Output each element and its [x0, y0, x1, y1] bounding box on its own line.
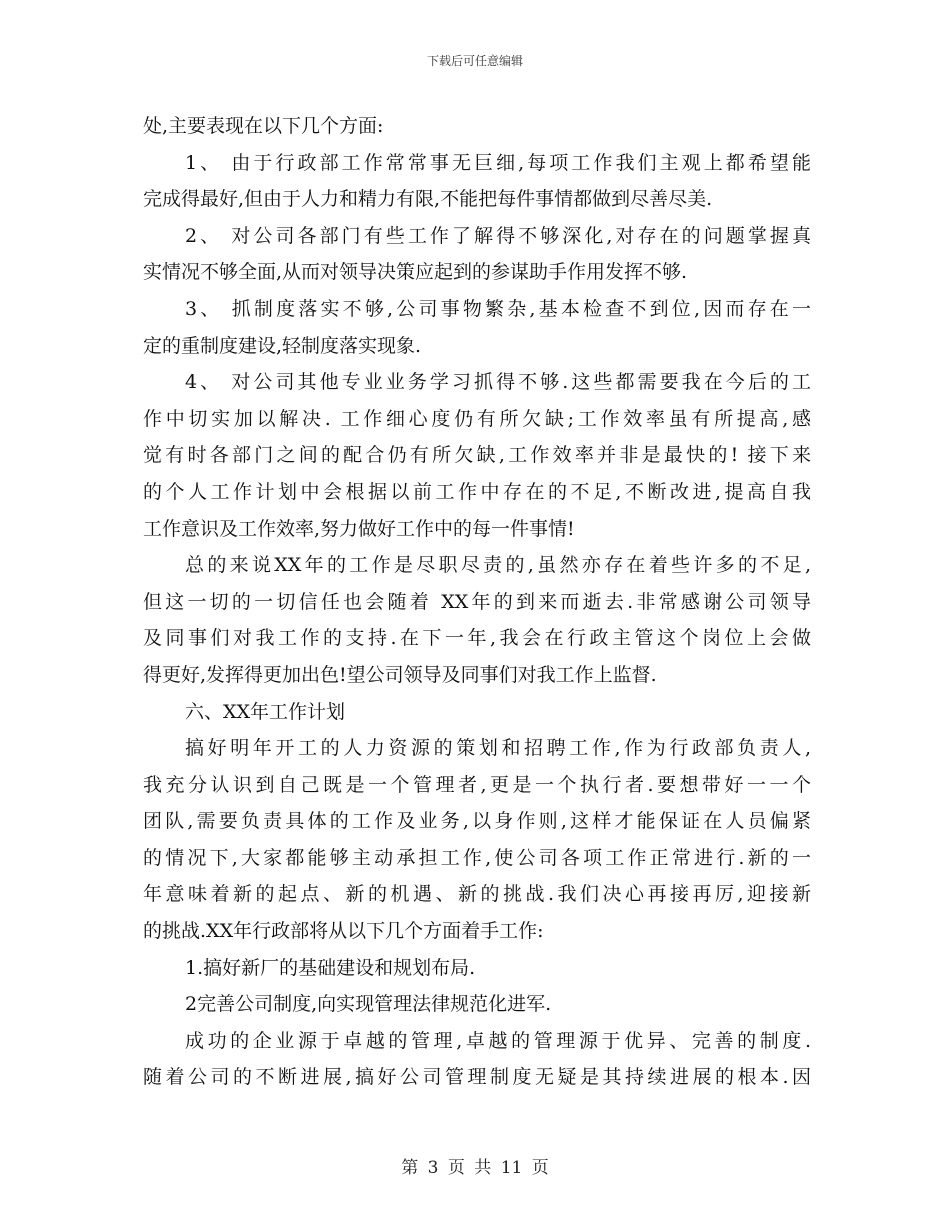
page-footer-page-number: 第 3 页 共 11 页 — [401, 1158, 549, 1178]
text-line: 六、XX年工作计划 — [185, 700, 346, 723]
text-line: 搞好明年开工的人力资源的策划和招聘工作,作为行政部负责人, — [185, 737, 811, 760]
text-line: 的挑战.XX年行政部将从以下几个方面着手工作: — [143, 920, 544, 943]
text-line: 的情况下,大家都能够主动承担工作,使公司各项工作正常进行.新的一 — [143, 846, 811, 869]
text-line: 1.搞好新厂的基础建设和规划布局. — [185, 956, 476, 979]
text-line: 1、 由于行政部工作常常事无巨细,每项工作我们主观上都希望能 — [185, 151, 811, 174]
document-body — [143, 108, 811, 1096]
text-line: 成功的企业源于卓越的管理,卓越的管理源于优异、完善的制度. — [185, 1029, 811, 1052]
text-line: 处,主要表现在以下几个方面: — [143, 115, 384, 137]
text-line: 团队,需要负责具体的工作及业务,以身作则,这样才能保证在人员偏紧 — [143, 810, 811, 833]
text-line: 定的重制度建设,轻制度落实现象. — [143, 334, 422, 357]
text-line: 实情况不够全面,从而对领导决策应起到的参谋助手作用发挥不够. — [143, 261, 688, 284]
text-line: 3、 抓制度落实不够,公司事物繁杂,基本检查不到位,因而存在一 — [185, 297, 811, 320]
text-line: 我充分认识到自己既是一个管理者,更是一个执行者.要想带好一一个 — [143, 773, 811, 796]
text-line: 觉有时各部门之间的配合仍有所欠缺,工作效率并非是最快的! 接下来 — [143, 444, 811, 467]
text-line: 总的来说XX年的工作是尽职尽责的,虽然亦存在着些许多的不足, — [185, 554, 811, 577]
text-line: 完成得最好,但由于人力和精力有限,不能把每件事情都做到尽善尽美. — [143, 188, 713, 211]
text-line: 随着公司的不断进展,搞好公司管理制度无疑是其持续进展的根本.因 — [143, 1066, 811, 1089]
text-line: 4、 对公司其他专业业务学习抓得不够.这些都需要我在今后的工 — [185, 371, 811, 394]
text-line: 2、 对公司各部门有些工作了解得不够深化,对存在的问题掌握真 — [185, 224, 811, 247]
text-line: 的个人工作计划中会根据以前工作中存在的不足,不断改进,提高自我 — [143, 480, 811, 503]
text-line: 工作意识及工作效率,努力做好工作中的每一件事情! — [143, 517, 575, 540]
text-line: 得更好,发挥得更加出色!望公司领导及同事们对我工作上监督. — [143, 663, 657, 686]
text-line: 2完善公司制度,向实现管理法律规范化进军. — [185, 993, 552, 1016]
page-header: 下载后可任意编辑 — [426, 54, 523, 68]
text-line: 作中切实加以解决. 工作细心度仍有所欠缺;工作效率虽有所提高,感 — [143, 407, 811, 430]
text-line: 但这一切的一切信任也会随着 XX年的到来而逝去.非常感谢公司领导 — [143, 590, 811, 613]
text-line: 年意味着新的起点、新的机遇、新的挑战.我们决心再接再厉,迎接新 — [143, 883, 811, 906]
text-line: 及同事们对我工作的支持.在下一年,我会在行政主管这个岗位上会做 — [143, 627, 811, 650]
